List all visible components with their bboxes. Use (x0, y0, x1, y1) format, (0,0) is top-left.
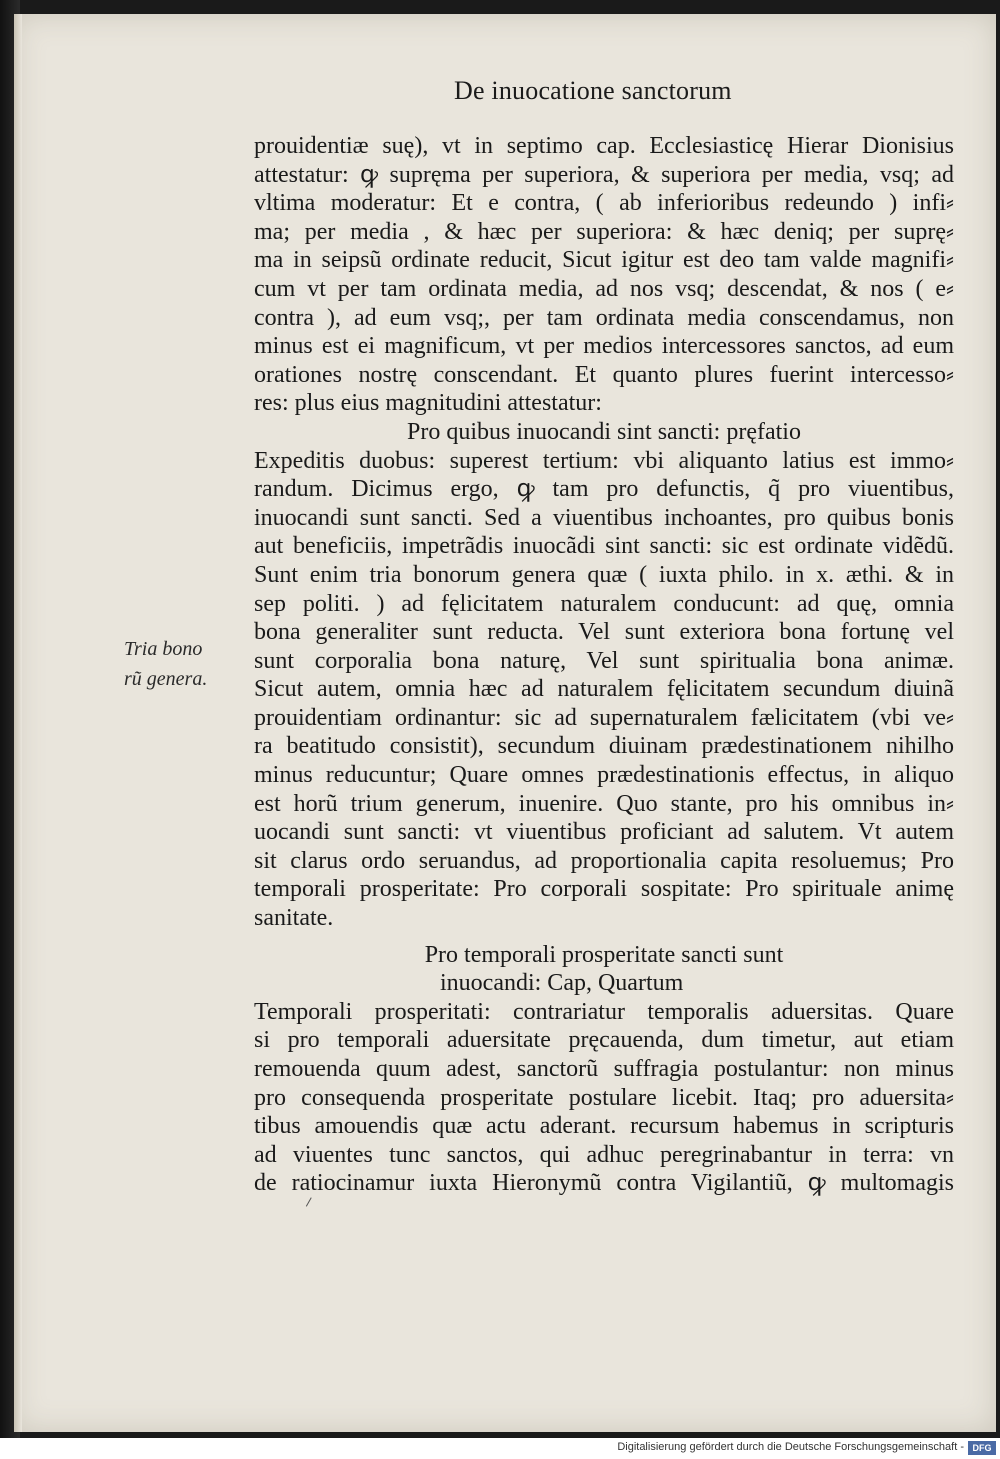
text-line-13: randum. Dicimus ergo, ꝙ tam pro defunctis, q̃ pro viuentibus, (254, 476, 954, 503)
footer-credit: Digitalisierung gefördert durch die Deutsche Forschungsgemeinschaft - (617, 1441, 964, 1453)
text-line-31: Temporali prosperitati: contrariatur temporalis aduersitas. Quare (254, 998, 954, 1025)
text-line-18: bona generaliter sunt reducta. Vel sunt exteriora bona fortunę vel (254, 619, 954, 646)
text-line-9: orationes nostrę conscendant. Et quanto plures fuerint intercesso⸗ (254, 361, 954, 388)
text-line-24: est horũ trium generum, inuenire. Quo stante, pro his omnibus in⸗ (254, 790, 954, 817)
marginal-note-line-2: rũ genera. (124, 668, 208, 690)
text-line-4: ma; per media , & hæc per superiora: & hæc deniq; per suprę⸗ (254, 218, 954, 245)
text-line-10: res: plus eius magnitudini attestatur: (254, 390, 602, 417)
text-line-16: Sunt enim tria bonorum genera quæ ( iuxta philo. in x. æthi. & in (254, 561, 954, 588)
text-line-8: minus est ei magnificum, vt per medios intercessores sanctos, ad eum (254, 333, 954, 360)
section-heading-prefatio: Pro quibus inuocandi sint sancti: pręfatio (407, 418, 801, 445)
text-line-33: remouenda quum adest, sanctorũ suffragia postulantur: non minus (254, 1056, 954, 1082)
text-line-3: vltima moderatur: Et e contra, ( ab inferioribus redeundo ) infi⸗ (254, 190, 954, 217)
text-line-27: temporali prosperitate: Pro corporali sospitate: Pro spirituale animę (254, 876, 954, 903)
text-line-37: de ratiocinamur iuxta Hieronymũ contra Vigilantiũ, ꝙ multomagis (254, 1170, 954, 1197)
text-line-25: uocandi sunt sancti: vt viuentibus proficiant ad salutem. Vt autem (254, 819, 954, 846)
text-line-19: sunt corporalia bona naturę, Vel sunt spiritualia bona animæ. (254, 647, 954, 674)
body-text (254, 132, 954, 1198)
marginal-note (124, 634, 207, 694)
text-line-6: cum vt per tam ordinata media, ad nos vsq; descendat, & nos ( e⸗ (254, 275, 954, 302)
text-line-12: Expeditis duobus: superest tertium: vbi aliquanto latius est immo⸗ (254, 447, 954, 474)
text-line-14: inuocandi sunt sancti. Sed a viuentibus inchoantes, pro quibus bonis (254, 504, 954, 531)
dfg-logo: DFG (968, 1441, 996, 1455)
text-line-5: ma in seipsũ ordinate reducit, Sicut igitur est deo tam valde magnifi⸗ (254, 247, 954, 274)
running-head: De inuocatione sanctorum (454, 76, 732, 105)
text-line-32: si pro temporali aduersitate pręcauenda, dum timetur, aut etiam (254, 1027, 954, 1054)
text-line-23: minus reducuntur; Quare omnes prædestinationis effectus, in aliquo (254, 762, 954, 789)
text-line-1: prouidentiæ suę), vt in septimo cap. Ecclesiasticę Hierar Dionisius (254, 133, 954, 159)
marginal-note-line-1: Tria bono (124, 638, 203, 660)
text-line-26: sit clarus ordo seruandus, ad proportionalia capita resoluemus; Pro (254, 847, 954, 874)
text-line-22: ra beatitudo consistit), secundum diuinam prædestinationem nihilho (254, 733, 954, 760)
text-line-15: aut beneficiis, impetrãdis inuocãdi sint sancti: sic est ordinate vidẽdũ. (254, 533, 954, 560)
text-line-2: attestatur: ꝙ supręma per superiora, & superiora per media, vsq; ad (254, 161, 954, 188)
chapter-heading-line-2: inuocandi: Cap, Quartum (440, 970, 684, 997)
text-line-17: sep politi. ) ad fęlicitatem naturalem conducunt: ad quę, omnia (254, 590, 954, 617)
text-line-36: ad viuentes tunc sanctos, qui adhuc peregrinabantur in terra: vn (254, 1141, 954, 1168)
chapter-heading-line-1: Pro temporali prosperitate sancti sunt (424, 941, 784, 968)
text-line-34: pro consequenda prosperitate postulare licebit. Itaq; pro aduersita⸗ (254, 1084, 954, 1111)
text-line-7: contra ), ad eum vsq;, per tam ordinata media conscendamus, non (254, 304, 954, 331)
text-line-35: tibus amouendis quæ actu aderant. recursum habemus in scripturis (254, 1113, 954, 1140)
text-line-20: Sicut autem, omnia hæc ad naturalem fęlicitatem secundum diuinã (254, 676, 954, 703)
text-line-28: sanitate. (254, 905, 334, 932)
text-line-21: prouidentiam ordinantur: sic ad supernaturalem fælicitatem (vbi ve⸗ (254, 704, 954, 731)
